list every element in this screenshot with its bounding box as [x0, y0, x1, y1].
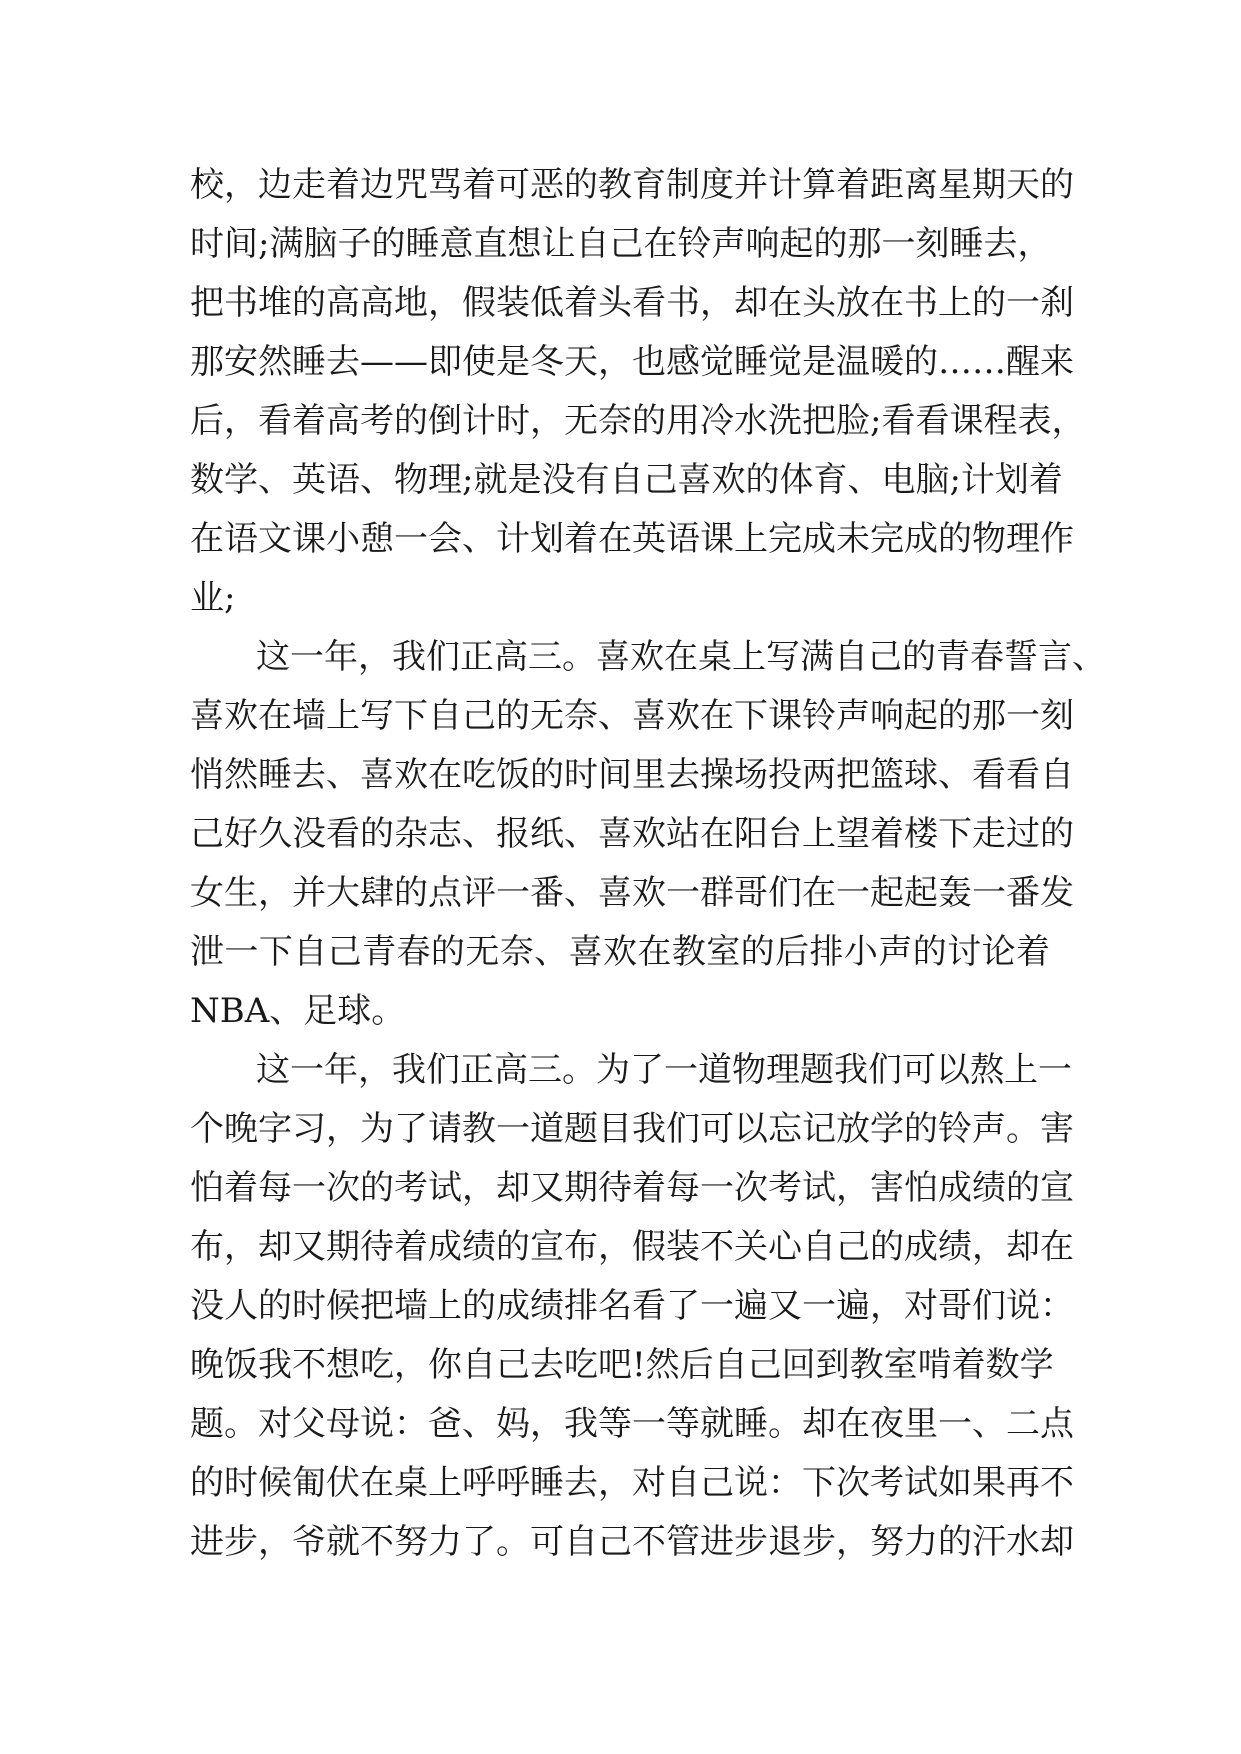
body-text [190, 156, 1106, 1572]
text-line: 后，看着高考的倒计时，无奈的用冷水洗把脸;看看课程表， [190, 401, 1086, 441]
text-line: 业; [190, 578, 236, 618]
text-line: 布，却又期待着成绩的宣布，假装不关心自己的成绩，却在 [190, 1227, 1074, 1267]
text-line: 的时候匍伏在桌上呼呼睡去，对自己说：下次考试如果再不 [190, 1463, 1074, 1503]
paragraph-first-line: 这一年，我们正高三。喜欢在桌上写满自己的青春誓言、 [256, 637, 1106, 677]
text-line: NBA、足球。 [190, 991, 406, 1031]
text-line: 怕着每一次的考试，却又期待着每一次考试，害怕成绩的宣 [190, 1168, 1074, 1208]
text-line: 己好久没看的杂志、报纸、喜欢站在阳台上望着楼下走过的 [190, 814, 1074, 854]
text-line: 时间;满脑子的睡意直想让自己在铃声响起的那一刻睡去， [190, 224, 1052, 264]
text-line: 个晚字习，为了请教一道题目我们可以忘记放学的铃声。害 [190, 1109, 1074, 1149]
text-line: 喜欢在墙上写下自己的无奈、喜欢在下课铃声响起的那一刻 [190, 696, 1074, 736]
paragraph-first-line: 这一年，我们正高三。为了一道物理题我们可以熬上一 [256, 1050, 1072, 1090]
text-line: 在语文课小憩一会、计划着在英语课上完成未完成的物理作 [190, 519, 1074, 559]
text-line: 泄一下自己青春的无奈、喜欢在教室的后排小声的讨论着 [190, 932, 1050, 972]
text-line: 把书堆的高高地，假装低着头看书，却在头放在书上的一刹 [190, 283, 1074, 323]
text-line: 进步，爷就不努力了。可自己不管进步退步，努力的汗水却 [190, 1522, 1074, 1562]
text-line: 那安然睡去——即使是冬天，也感觉睡觉是温暖的……醒来 [190, 342, 1074, 382]
text-line: 悄然睡去、喜欢在吃饭的时间里去操场投两把篮球、看看自 [190, 755, 1074, 795]
text-line: 数学、英语、物理;就是没有自己喜欢的体育、电脑;计划着 [190, 460, 1063, 500]
text-line: 晚饭我不想吃，你自己去吃吧!然后自己回到教室啃着数学 [190, 1345, 1054, 1385]
text-line: 没人的时候把墙上的成绩排名看了一遍又一遍，对哥们说： [190, 1286, 1074, 1326]
text-line: 校，边走着边咒骂着可恶的教育制度并计算着距离星期天的 [190, 165, 1074, 205]
text-line: 女生，并大肆的点评一番、喜欢一群哥们在一起起轰一番发 [190, 873, 1074, 913]
text-line: 题。对父母说：爸、妈，我等一等就睡。却在夜里一、二点 [190, 1404, 1074, 1444]
